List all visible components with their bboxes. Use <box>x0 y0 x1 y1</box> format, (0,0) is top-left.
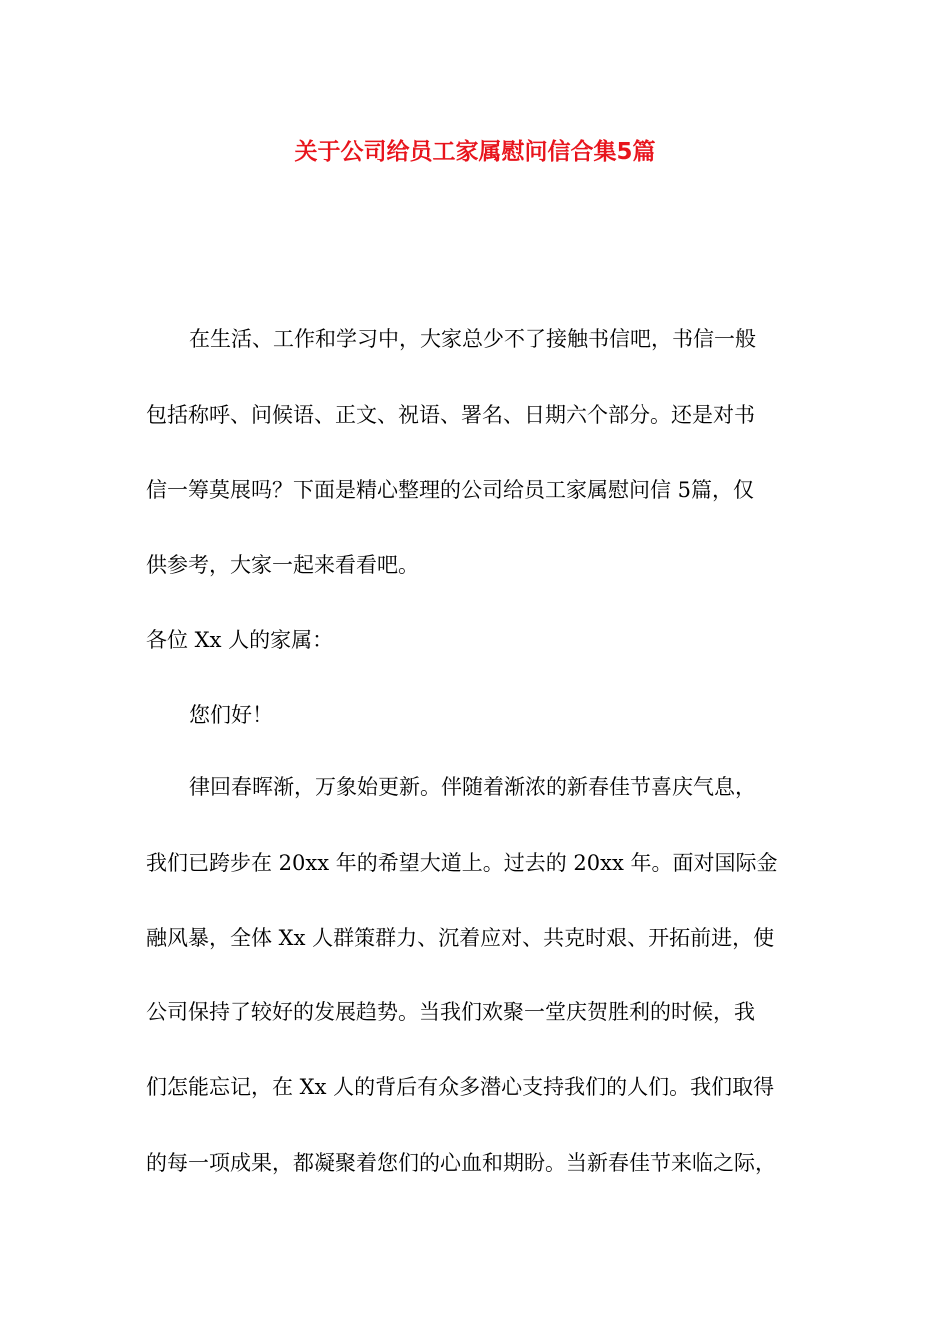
document-title: 关于公司给员工家属慰问信合集5篇 <box>294 139 656 165</box>
body-line-11: 们怎能忘记，在 Xx 人的背后有众多潜心支持我们的人们。我们取得 <box>146 1075 775 1099</box>
body-line-7: 律回春晖渐，万象始更新。伴随着渐浓的新春佳节喜庆气息， <box>189 775 756 799</box>
greeting-line: 您们好！ <box>189 703 273 727</box>
body-line-9: 融风暴，全体 Xx 人群策群力、沉着应对、共克时艰、开拓前进，使 <box>146 926 775 950</box>
body-line-3: 信一筹莫展吗？下面是精心整理的公司给员工家属慰问信 5篇，仅 <box>146 478 755 502</box>
body-line-8: 我们已跨步在 20xx 年的希望大道上。过去的 20xx 年。面对国际金 <box>146 851 778 875</box>
salutation-line: 各位 Xx 人的家属： <box>146 628 334 652</box>
body-line-2: 包括称呼、问候语、正文、祝语、署名、日期六个部分。还是对书 <box>146 403 755 427</box>
body-line-12: 的每一项成果，都凝聚着您们的心血和期盼。当新春佳节来临之际， <box>146 1151 776 1175</box>
body-line-10: 公司保持了较好的发展趋势。当我们欢聚一堂庆贺胜利的时候，我 <box>146 1000 755 1024</box>
body-line-4: 供参考，大家一起来看看吧。 <box>146 553 419 577</box>
body-line-1: 在生活、工作和学习中，大家总少不了接触书信吧，书信一般 <box>189 327 756 351</box>
